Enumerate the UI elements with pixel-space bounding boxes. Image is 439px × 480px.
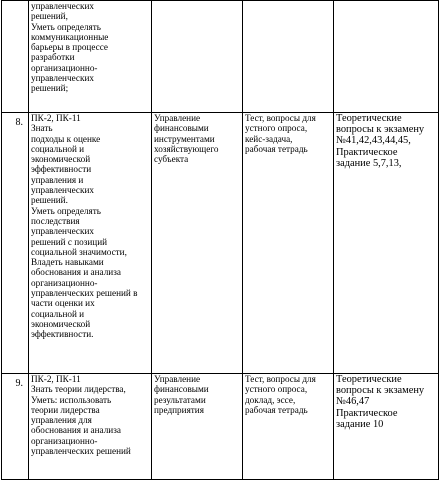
competence-cell: ПК-2, ПК-11 Знать теории лидерства, Уметь: использовать теории лидерства управления для обоснования и анализа организационно- управленческих решений bbox=[29, 374, 152, 480]
topic-cell: Управление финансовыми результатами предприятия bbox=[152, 374, 243, 480]
assessment-cell: Тест, вопросы для устного опроса, доклад, эссе, рабочая тетрадь bbox=[243, 374, 334, 480]
competence-table bbox=[1, 0, 439, 480]
topic-cell bbox=[152, 1, 243, 113]
table-row bbox=[2, 374, 439, 480]
table-row bbox=[2, 113, 439, 374]
row-number bbox=[2, 1, 29, 113]
assessment-cell: Тест, вопросы для устного опроса, кейс-задача, рабочая тетрадь bbox=[243, 113, 334, 374]
topic-cell: Управление финансовыми инструментами хозяйствующего субъекта bbox=[152, 113, 243, 374]
exam-cell: Теоретические вопросы к экзамену №41,42,43,44,45, Практическое задание 5,7,13, bbox=[334, 113, 439, 374]
competence-cell: ПК-2, ПК-11 Знать подходы к оценке социальной и экономической эффективности управления и управленческих решений. Уметь определять последствия управленческих решений с позиций социальной значимости, Владеть навыками обоснования и анализа организационно- управленческих решений в части оценки их социальной и экономической эффективности. bbox=[29, 113, 152, 374]
row-number: 9. bbox=[2, 374, 29, 480]
table-row bbox=[2, 1, 439, 113]
exam-cell: Теоретические вопросы к экзамену №46,47 Практическое задание 10 bbox=[334, 374, 439, 480]
assessment-cell bbox=[243, 1, 334, 113]
row-number: 8. bbox=[2, 113, 29, 374]
exam-cell bbox=[334, 1, 439, 113]
competence-cell: управленческих решений, Уметь определять коммуникационные барьеры в процессе разработки организационно- управленческих решений; bbox=[29, 1, 152, 113]
